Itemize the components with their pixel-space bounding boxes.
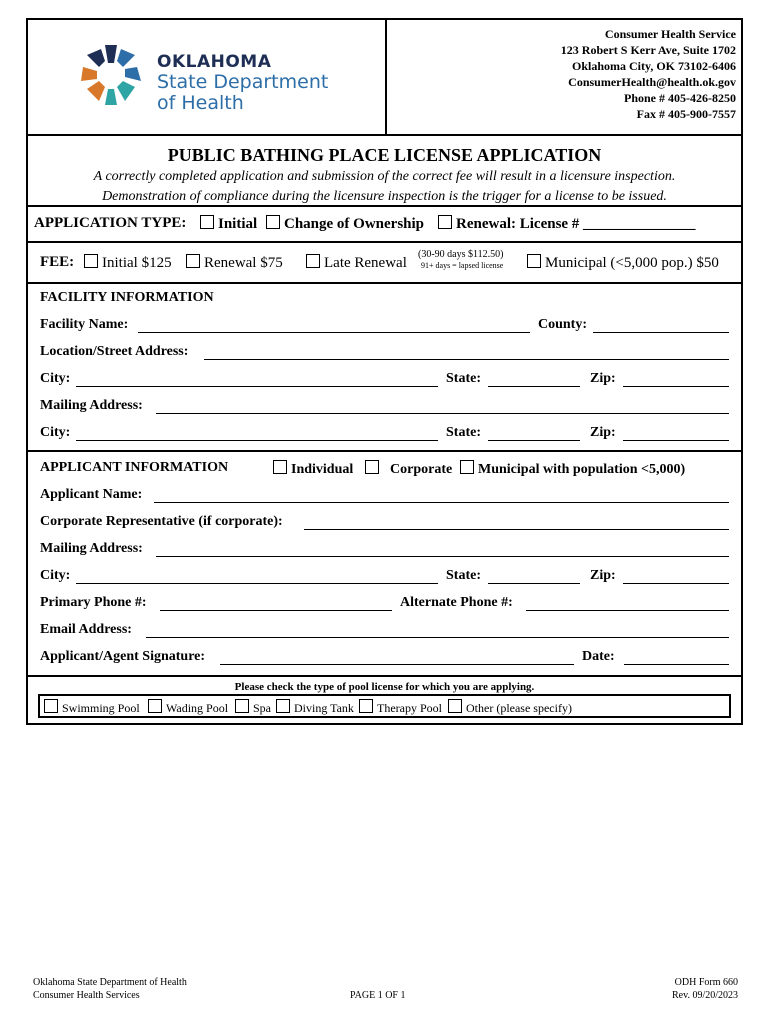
checkbox-icon[interactable]: [438, 215, 452, 229]
checkbox-icon[interactable]: [186, 254, 200, 268]
checkbox-icon[interactable]: [460, 460, 474, 474]
oklahoma-star-logo-icon: [76, 40, 146, 110]
primary-phone-label: Primary Phone #:: [40, 595, 147, 610]
logo-line-of-health: of Health: [157, 92, 244, 114]
applicant-type-municipal[interactable]: Municipal with population <5,000): [460, 460, 685, 480]
logo-line-state-department: State Department: [157, 71, 329, 93]
date-label: Date:: [582, 649, 615, 664]
checkbox-icon[interactable]: [44, 699, 58, 713]
applicant-name-field[interactable]: [154, 502, 729, 503]
fee-municipal[interactable]: Municipal (<5,000 pop.) $50: [527, 254, 719, 272]
facility-city-label: City:: [40, 371, 71, 386]
location-field[interactable]: [204, 359, 729, 360]
facility-state-label: State:: [446, 371, 481, 386]
page-number: PAGE 1 OF 1: [350, 990, 406, 1001]
applicant-city-label: City:: [40, 568, 71, 583]
pool-other[interactable]: Other (please specify): [448, 699, 572, 716]
application-form: [26, 18, 743, 725]
checkbox-icon[interactable]: [200, 215, 214, 229]
address-line-1: Consumer Health Service: [604, 27, 736, 41]
facility-state2-field[interactable]: [488, 440, 580, 441]
address-line-3: Oklahoma City, OK 73102-6406: [571, 59, 736, 73]
applicant-city-field[interactable]: [76, 583, 438, 584]
fee-row: [28, 243, 741, 284]
applicant-zip-field[interactable]: [623, 583, 729, 584]
address-phone: Phone # 405-426-8250: [624, 91, 736, 105]
facility-zip-label: Zip:: [590, 371, 616, 386]
checkbox-icon[interactable]: [306, 254, 320, 268]
pool-diving-tank[interactable]: Diving Tank: [276, 699, 354, 716]
section-divider: [28, 675, 741, 677]
fee-initial[interactable]: Initial $125: [84, 254, 172, 272]
corporate-rep-field[interactable]: [304, 529, 729, 530]
applicant-heading: APPLICANT INFORMATION: [40, 460, 229, 475]
logo-cell: [28, 20, 387, 134]
signature-field[interactable]: [220, 664, 574, 665]
applicant-state-field[interactable]: [488, 583, 580, 584]
footer-left: [33, 976, 187, 1002]
checkbox-icon[interactable]: [84, 254, 98, 268]
pool-type-box: [38, 694, 731, 718]
email-field[interactable]: [146, 637, 729, 638]
application-type-initial[interactable]: Initial: [200, 215, 257, 233]
section-divider: [28, 450, 741, 452]
date-field[interactable]: [624, 664, 729, 665]
page-title: PUBLIC BATHING PLACE LICENSE APPLICATION: [167, 145, 602, 165]
applicant-type-individual[interactable]: Individual: [273, 460, 353, 480]
signature-label: Applicant/Agent Signature:: [40, 649, 206, 664]
applicant-name-label: Applicant Name:: [40, 487, 143, 502]
footer-agency: Oklahoma State Department of Health: [33, 977, 187, 988]
applicant-mailing-label: Mailing Address:: [40, 541, 143, 556]
applicant-state-label: State:: [446, 568, 481, 583]
checkbox-icon[interactable]: [235, 699, 249, 713]
application-type-label: APPLICATION TYPE:: [34, 215, 187, 231]
application-type-renewal[interactable]: Renewal: License # _______________: [438, 215, 696, 233]
facility-zip-field[interactable]: [623, 386, 729, 387]
revision-date: Rev. 09/20/2023: [671, 990, 738, 1001]
fee-renewal[interactable]: Renewal $75: [186, 254, 283, 272]
footer-division: Consumer Health Services: [33, 990, 140, 1001]
late-renewal-note: [418, 249, 503, 271]
facility-zip2-field[interactable]: [623, 440, 729, 441]
late-note-line-2: 91+ days = lapsed license: [421, 261, 504, 270]
checkbox-icon[interactable]: [276, 699, 290, 713]
contact-address: [561, 26, 736, 122]
pool-wading[interactable]: Wading Pool: [148, 699, 228, 716]
facility-city-field[interactable]: [76, 386, 438, 387]
subtitle-line-1: A correctly completed application and submission of the correct fee will result in a licensure inspection.: [93, 169, 676, 184]
fee-late-renewal[interactable]: Late Renewal: [306, 254, 407, 272]
county-field[interactable]: [593, 332, 729, 333]
address-line-2: 123 Robert S Kerr Ave, Suite 1702: [560, 43, 736, 57]
application-type-row: [28, 205, 741, 243]
facility-heading: FACILITY INFORMATION: [40, 290, 214, 305]
alternate-phone-field[interactable]: [526, 610, 729, 611]
pool-swimming[interactable]: Swimming Pool: [44, 699, 140, 716]
applicant-type-corporate[interactable]: Corporate: [365, 460, 452, 480]
checkbox-icon[interactable]: [359, 699, 373, 713]
checkbox-icon[interactable]: [273, 460, 287, 474]
facility-state-field[interactable]: [488, 386, 580, 387]
corporate-rep-label: Corporate Representative (if corporate):: [40, 514, 283, 529]
checkbox-icon[interactable]: [266, 215, 280, 229]
email-label: Email Address:: [40, 622, 132, 637]
title-block: [28, 134, 741, 207]
location-label: Location/Street Address:: [40, 344, 189, 359]
facility-mailing-label: Mailing Address:: [40, 398, 143, 413]
pool-type-instruction: Please check the type of pool license for which you are applying.: [234, 681, 535, 693]
pool-therapy[interactable]: Therapy Pool: [359, 699, 442, 716]
alternate-phone-label: Alternate Phone #:: [400, 595, 513, 610]
logo-wordmark: [157, 54, 328, 113]
primary-phone-field[interactable]: [160, 610, 392, 611]
applicant-mailing-field[interactable]: [156, 556, 729, 557]
address-fax: Fax # 405-900-7557: [636, 107, 736, 121]
county-label: County:: [538, 317, 588, 332]
facility-city2-field[interactable]: [76, 440, 438, 441]
fee-label: FEE:: [40, 254, 75, 270]
facility-name-field[interactable]: [138, 332, 530, 333]
form-header: [28, 20, 741, 136]
checkbox-icon[interactable]: [148, 699, 162, 713]
pool-spa[interactable]: Spa: [235, 699, 271, 716]
facility-name-label: Facility Name:: [40, 317, 129, 332]
facility-zip2-label: Zip:: [590, 425, 616, 440]
late-note-line-1: (30-90 days $112.50): [418, 249, 504, 260]
facility-city2-label: City:: [40, 425, 71, 440]
facility-state2-label: State:: [446, 425, 481, 440]
application-type-change-of-ownership[interactable]: Change of Ownership: [266, 215, 424, 233]
checkbox-icon[interactable]: [448, 699, 462, 713]
facility-mailing-field[interactable]: [156, 413, 729, 414]
address-email: ConsumerHealth@health.ok.gov: [568, 75, 736, 89]
footer-right: [672, 976, 738, 1002]
checkbox-icon[interactable]: [365, 460, 379, 474]
logo-line-oklahoma: OKLAHOMA: [157, 52, 272, 72]
applicant-zip-label: Zip:: [590, 568, 616, 583]
checkbox-icon[interactable]: [527, 254, 541, 268]
subtitle-line-2: Demonstration of compliance during the licensure inspection is the trigger for a license to be issued.: [102, 189, 667, 204]
form-number: ODH Form 660: [674, 977, 738, 988]
